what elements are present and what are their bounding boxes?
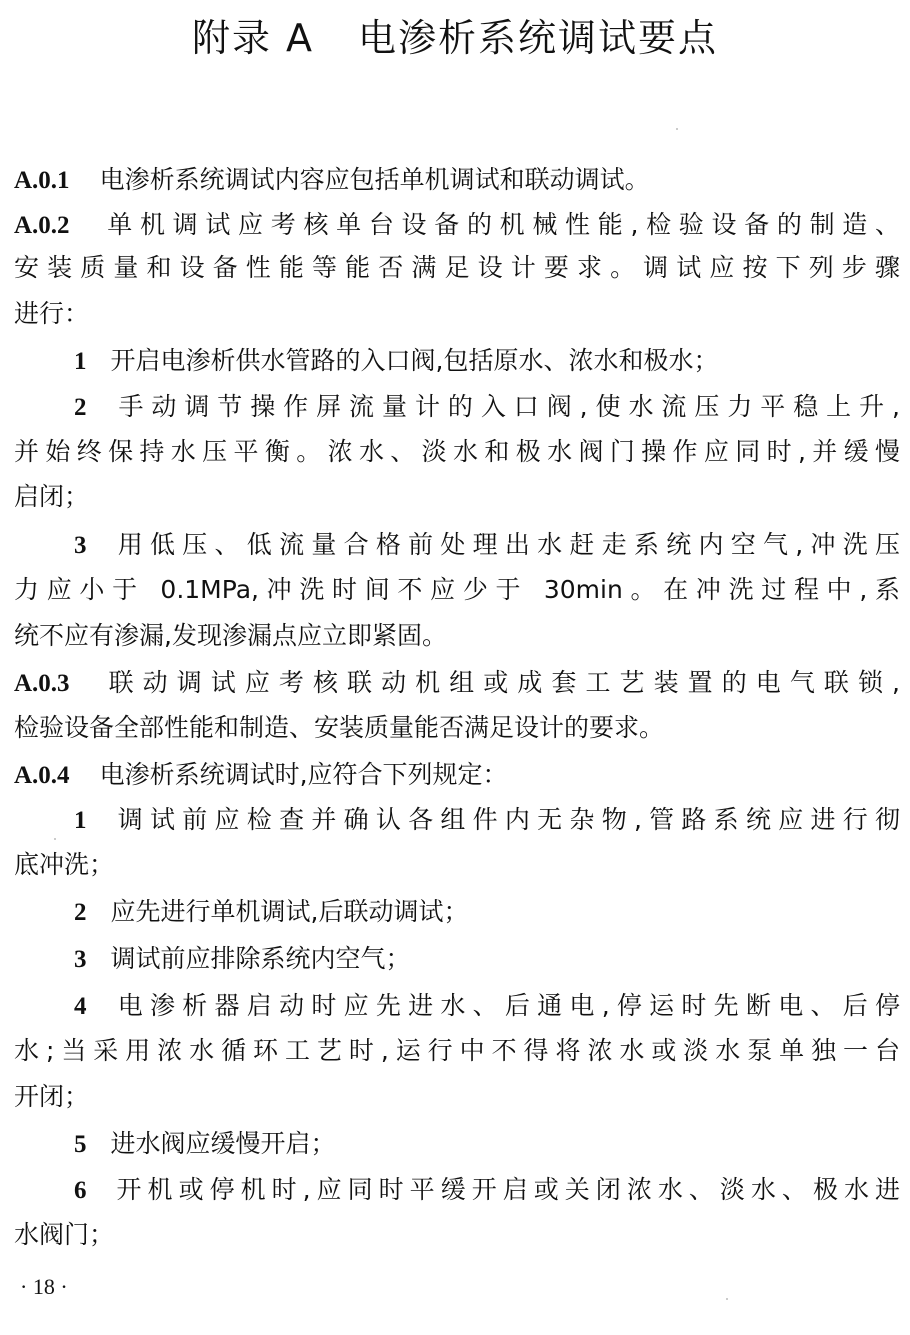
clause-a02-line-1 [14, 202, 900, 248]
clause-a03-line-2: 检验设备全部性能和制造、安装质量能否满足设计的要求。 [14, 713, 665, 742]
item-number: 5 [74, 1131, 87, 1158]
clause-text: 联动调试应考核联动机组或成套工艺装置的电气联锁, [99, 668, 900, 697]
clause-a04-item-4-line-3: 开闭； [14, 1082, 90, 1111]
clause-a02-item-3-line-2: 力应小于 0.1MPa,冲洗时间不应少于 30min。在冲洗过程中,系 [14, 575, 900, 604]
clause-text: 单机调试应考核单台设备的机械性能,检验设备的制造、 [99, 210, 900, 239]
item-text: 开机或停机时,应同时平缓开启或关闭浓水、淡水、极水进 [110, 1175, 900, 1204]
item-text: 调试前应检查并确认各组件内无杂物,管路系统应进行彻 [110, 805, 900, 834]
appendix-label: 附录 A [191, 16, 315, 60]
clause-a04-item-1-line-1 [74, 797, 900, 843]
clause-a04-item-5-line-1 [74, 1121, 900, 1167]
appendix-title: 电渗析系统调试要点 [358, 16, 719, 60]
scan-speck [726, 1298, 728, 1300]
clause-a04-item-1-line-2: 底冲洗； [14, 850, 115, 879]
item-number: 3 [74, 946, 87, 973]
clause-a02-item-3-line-3: 统不应有渗漏,发现渗漏点应立即紧固。 [14, 621, 447, 650]
clause-a02-line-2: 安装质量和设备性能等能否满足设计要求。调试应按下列步骤 [14, 253, 900, 282]
item-number: 4 [74, 993, 87, 1020]
page-number: · 18 · [20, 1274, 68, 1299]
item-text: 电渗析器启动时应先进水、后通电,停运时先断电、后停 [110, 991, 900, 1020]
clause-number: A.0.2 [14, 212, 70, 239]
clause-text: 电渗析系统调试内容应包括单机调试和联动调试。 [99, 165, 650, 194]
item-text: 开启电渗析供水管路的入口阀,包括原水、浓水和极水； [110, 346, 719, 375]
item-text: 用低压、低流量合格前处理出水赶走系统内空气,冲洗压 [110, 530, 900, 559]
clause-a03-line-1 [14, 660, 900, 706]
clause-a04-line-1 [14, 752, 900, 798]
clause-a01-line-1 [14, 157, 900, 203]
clause-a04-item-6-line-1 [74, 1167, 900, 1213]
clause-a04-item-4-line-1 [74, 983, 900, 1029]
item-number: 2 [74, 394, 87, 421]
item-text: 进水阀应缓慢开启； [110, 1129, 336, 1158]
clause-number: A.0.1 [14, 167, 70, 194]
clause-number: A.0.4 [14, 762, 70, 789]
item-number: 6 [74, 1177, 87, 1204]
scan-speck [676, 128, 678, 130]
clause-text: 电渗析系统调试时,应符合下列规定： [99, 760, 508, 789]
clause-a04-item-3-line-1 [74, 936, 900, 982]
item-text: 调试前应排除系统内空气； [110, 944, 411, 973]
scan-speck [54, 838, 56, 840]
clause-a02-item-2-line-3: 启闭； [14, 482, 90, 511]
page-title [0, 8, 910, 68]
clause-a02-item-3-line-1 [74, 522, 900, 568]
item-number: 1 [74, 348, 87, 375]
item-text: 应先进行单机调试,后联动调试； [110, 897, 469, 926]
clause-a04-item-6-line-2: 水阀门； [14, 1220, 115, 1249]
clause-a02-item-1-line-1 [74, 338, 900, 384]
item-number: 1 [74, 807, 87, 834]
clause-a04-item-4-line-2: 水;当采用浓水循环工艺时,运行中不得将浓水或淡水泵单独一台 [14, 1036, 900, 1065]
clause-a04-item-2-line-1 [74, 889, 900, 935]
item-number: 2 [74, 899, 87, 926]
clause-a02-line-3: 进行： [14, 299, 90, 328]
item-number: 3 [74, 532, 87, 559]
clause-a02-item-2-line-1 [74, 384, 900, 430]
item-text: 手动调节操作屏流量计的入口阀,使水流压力平稳上升, [110, 392, 900, 421]
clause-a02-item-2-line-2: 并始终保持水压平衡。浓水、淡水和极水阀门操作应同时,并缓慢 [14, 437, 900, 466]
clause-number: A.0.3 [14, 670, 70, 697]
